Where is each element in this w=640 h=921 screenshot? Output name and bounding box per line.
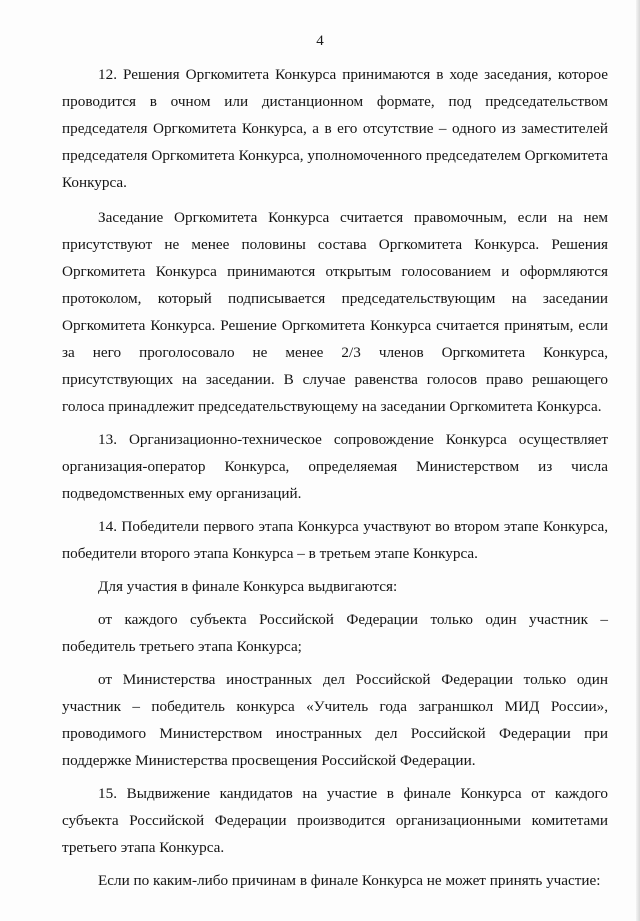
page-number: 4 [316,33,324,49]
paragraph-regional-participant: от каждого субъекта Российской Федерации только один участник – победитель третьего этапа Конкурса; [62,611,608,655]
paragraph-meeting-quorum: Заседание Оргкомитета Конкурса считается правомочным, если на нем присутствуют не менее половины состава Оргкомитета Конкурса. Решения Оргкомитета Конкурса принимаются открытым голосованием и оформляются протоколом, который подписывается председательствующим на заседании Оргкомитета Конкурса. Решение Оргкомитета Конкурса считается принятым, если за него проголосовало не менее 2/3 членов Оргкомитета Конкурса, присутствующих на заседании. В случае равенства голосов право решающего голоса принадлежит председательствующему на заседании Оргкомитета Конкурса. [62,209,608,415]
paragraph-12: 12. Решения Оргкомитета Конкурса принимаются в ходе заседания, которое проводится в очном или дистанционном формате, под председательством председателя Оргкомитета Конкурса, а в его отсутствие – одного из заместителей председателя Оргкомитета Конкурса, уполномоченного председателем Оргкомитета Конкурса. [62,66,608,191]
scan-edge-shadow [636,0,640,921]
paragraph-mfa-participant: от Министерства иностранных дел Российской Федерации только один участник – победитель конкурса «Учитель года заграншкол МИД России», проводимого Министерством иностранных дел Российской Федерации при поддержке Министерства просвещения Российской Федерации. [62,671,608,769]
paragraph-14: 14. Победители первого этапа Конкурса участвуют во втором этапе Конкурса, победители второго этапа Конкурса – в третьем этапе Конкурса. [62,518,608,562]
paragraph-final-nominees-intro: Для участия в финале Конкурса выдвигаются: [98,578,398,595]
paragraph-13: 13. Организационно-техническое сопровождение Конкурса осуществляет организация-оператор Конкурса, определяемая Министерством из числа подведомственных ему организаций. [62,431,608,502]
paragraph-if-cannot-participate: Если по каким-либо причинам в финале Конкурса не может принять участие: [98,872,601,889]
paragraph-15: 15. Выдвижение кандидатов на участие в финале Конкурса от каждого субъекта Российской Федерации производится организационными комитетами третьего этапа Конкурса. [62,785,608,856]
document-body [62,61,608,894]
